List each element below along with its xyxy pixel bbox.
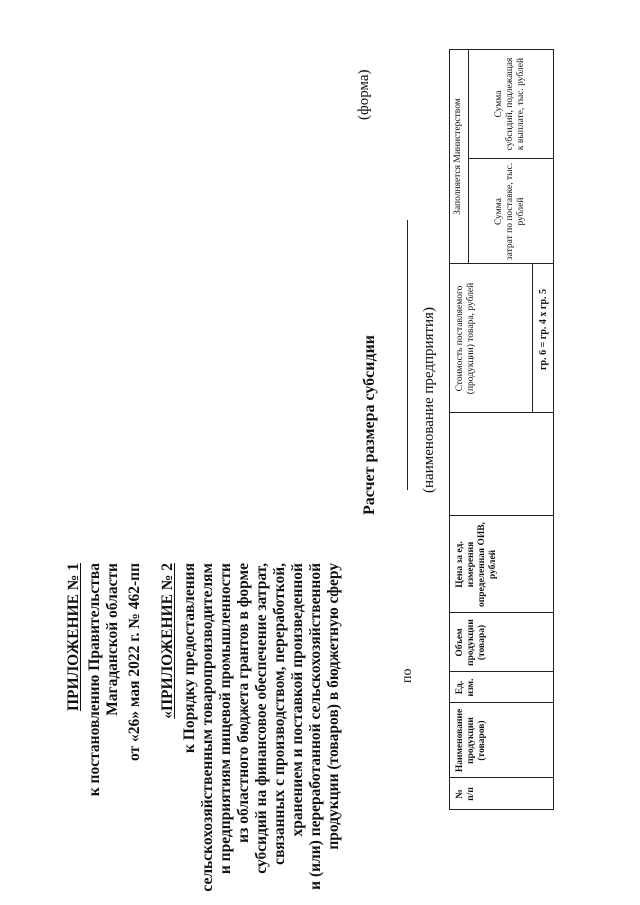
cost-formula: гр. 6 = гр. 4 х гр. 5 <box>538 288 549 370</box>
appendix-1-heading: ПРИЛОЖЕНИЕ № 1 <box>65 563 82 711</box>
col-name-header: Наименование продукции (товаров) <box>455 708 487 773</box>
enterprise-caption: (наименование предприятия) <box>421 307 437 493</box>
order-line-2: сельскохозяйственным товаропроизводителям <box>199 563 216 892</box>
resolution-line-1: к постановлению Правительства <box>86 563 103 797</box>
col-cost-header: Стоимость поставляемого (продукции) товара, рублей <box>455 282 476 395</box>
order-line-6: связанных с производством, переработкой, <box>271 563 288 865</box>
col-sum-subsidy-header: Сумма субсидий, подлежащая к выплате, тыс. рублей <box>494 57 526 151</box>
order-line-8: и (или) переработанной сельскохозяйственной <box>307 563 324 890</box>
ministry-group-header: Заполняется Министерством <box>453 98 463 215</box>
col-no-header: № п/п <box>455 787 476 801</box>
resolution-line-3: от «26» мая 2022 г. № 462-пп <box>126 563 143 762</box>
order-line-3: и предприятиям пищевой промышленности <box>217 563 234 875</box>
order-line-4: из областного бюджета грантов в форме <box>235 563 252 843</box>
order-line-9: продукции (товаров) в бюджетную сферу <box>325 563 342 850</box>
col-sum-costs-header: Сумма затрат по поставке, тыс. рублей <box>494 162 526 261</box>
order-line-1: к Порядку предоставления <box>181 563 198 754</box>
form-label: (форма) <box>356 69 372 120</box>
document-title: Расчет размера субсидии <box>361 334 378 516</box>
enterprise-name-line[interactable] <box>407 220 408 490</box>
po-label: по <box>400 668 415 683</box>
appendix-2-heading: «ПРИЛОЖЕНИЕ № 2 <box>159 563 176 719</box>
col-unit-header: Ед. изм. <box>455 678 476 697</box>
subsidy-table <box>449 49 554 810</box>
resolution-line-2: Магаданской области <box>104 563 121 716</box>
col-volume-header: Объем продукции (товара) <box>455 619 487 666</box>
col-price-header: Цена за ед. измерения определенная ОИВ, рублей <box>455 522 498 607</box>
order-line-5: субсидий на финансовое обеспечение затрат, <box>253 563 270 874</box>
order-line-7: хранением и поставкой произведенной <box>289 563 306 837</box>
